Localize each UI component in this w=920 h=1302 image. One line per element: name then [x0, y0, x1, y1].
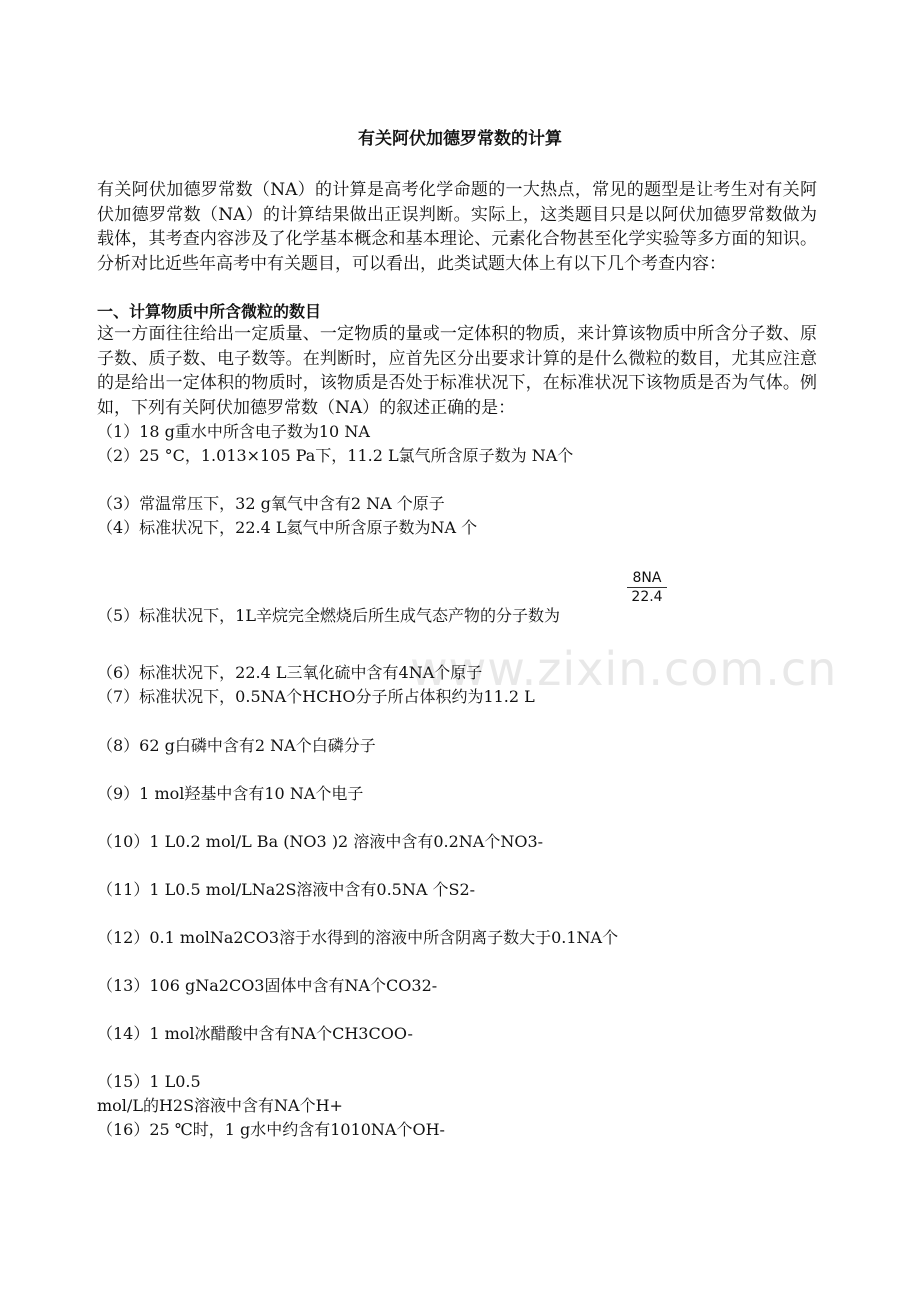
- list-item: （11）1 L0.5 mol/LNa2S溶液中含有0.5NA 个S2-: [97, 880, 476, 899]
- list-item: （9）1 mol羟基中含有10 NA个电子: [97, 784, 364, 803]
- page-title: 有关阿伏加德罗常数的计算: [358, 129, 562, 149]
- list-item: （6）标准状况下，22.4 L三氧化硫中含有4NA个原子: [97, 663, 483, 682]
- fraction-denominator: 22.4: [631, 589, 663, 605]
- list-item: （10）1 L0.2 mol/L Ba (NO3 )2 溶液中含有0.2NA个NO3-: [97, 832, 544, 851]
- fraction: [627, 570, 667, 605]
- list-item: （15）1 L0.5: [97, 1072, 201, 1091]
- section1-paragraph: [97, 322, 817, 420]
- list-item: （4）标准状况下，22.4 L氦气中所含原子数为NA 个: [97, 518, 478, 537]
- list-item: （5）标准状况下，1L辛烷完全燃烧后所生成气态产物的分子数为: [97, 606, 560, 625]
- list-item: （1）18 g重水中所含电子数为10 NA: [97, 422, 370, 441]
- list-item: （7）标准状况下，0.5NA个HCHO分子所占体积约为11.2 L: [97, 687, 535, 706]
- intro-paragraph: [97, 178, 817, 276]
- intro-text: 有关阿伏加德罗常数（NA）的计算是高考化学命题的一大热点，常见的题型是让考生对有关阿伏加德罗常数（NA）的计算结果做出正误判断。实际上，这类题目只是以阿伏加德罗常数做为载体，其考查内容涉及了化学基本概念和基本理论、元素化合物甚至化学实验等多方面的知识。分析对比近些年高考中有关题目，可以看出，此类试题大体上有以下几个考查内容：: [97, 180, 817, 274]
- list-item: （16）25 ℃时，1 g水中约含有1010NA个OH-: [97, 1120, 445, 1139]
- list-item: mol/L的H2S溶液中含有NA个H+: [97, 1096, 343, 1115]
- list-item: （2）25 °C，1.013×105 Pa下，11.2 L氯气所含原子数为 NA个: [97, 446, 574, 465]
- list-item: （12）0.1 molNa2CO3溶于水得到的溶液中所含阴离子数大于0.1NA个: [97, 928, 619, 947]
- section1-text: 这一方面往往给出一定质量、一定物质的量或一定体积的物质，来计算该物质中所含分子数、原子数、质子数、电子数等。在判断时，应首先区分出要求计算的是什么微粒的数目，尤其应注意的是给出一定体积的物质时，该物质是否处于标准状况下，在标准状况下该物质是否为气体。例如，下列有关阿伏加德罗常数（NA）的叙述正确的是：: [97, 324, 817, 418]
- list-item: （3）常温常压下，32 g氧气中含有2 NA 个原子: [97, 494, 445, 513]
- list-item: （13）106 gNa2CO3固体中含有NA个CO32-: [97, 976, 438, 995]
- watermark: www.zixin.com.cn: [410, 642, 838, 696]
- list-item: （14）1 mol冰醋酸中含有NA个CH3COO-: [97, 1024, 413, 1043]
- list-item: （8）62 g白磷中含有2 NA个白磷分子: [97, 736, 376, 755]
- fraction-numerator: 8NA: [627, 570, 667, 588]
- section1-heading: 一、计算物质中所含微粒的数目: [97, 302, 322, 321]
